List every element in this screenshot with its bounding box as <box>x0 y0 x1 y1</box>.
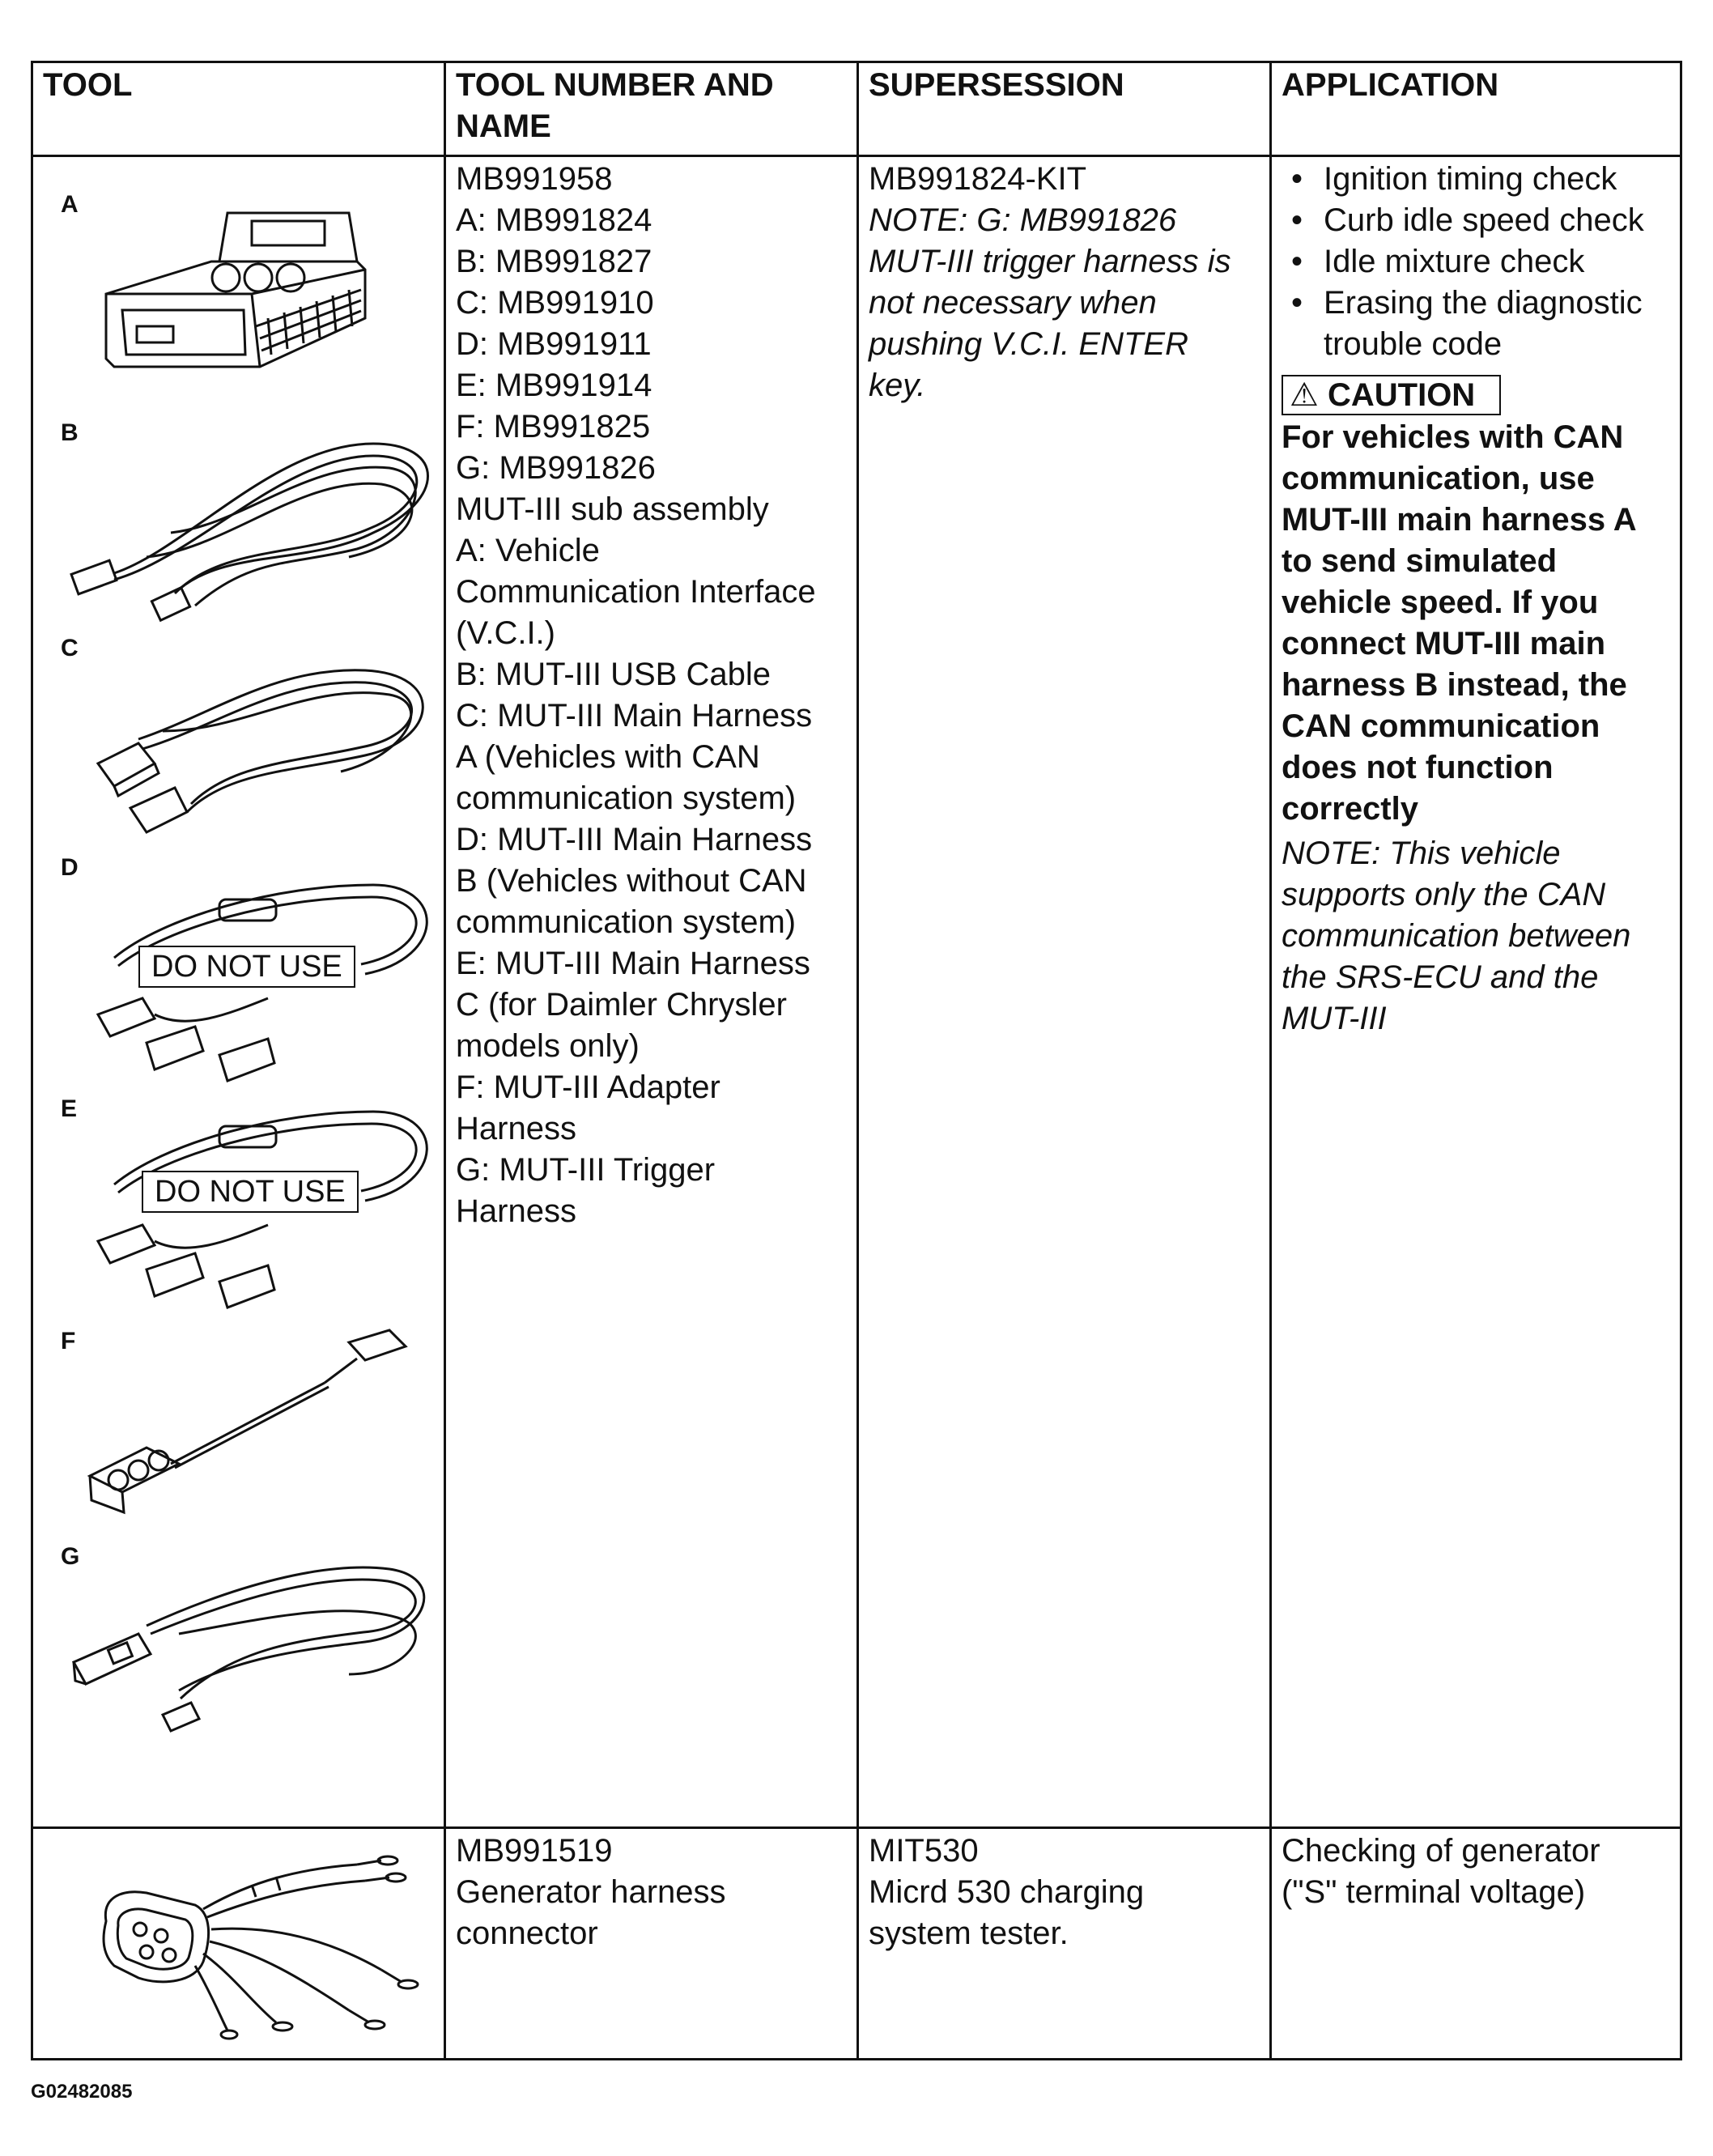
application-note <box>1282 833 1644 1040</box>
tool-number-cell-row1 <box>456 159 816 1232</box>
tool-letter-e: E <box>61 1095 78 1122</box>
tool-number-line: D: MUT-III Main Harness <box>456 822 813 857</box>
caution-line: communication, use <box>1282 461 1595 496</box>
tool-number-line: MB991519 <box>456 1833 613 1869</box>
note-line: MUT-III <box>1282 1001 1387 1036</box>
tool-number-line: A: Vehicle <box>456 533 600 568</box>
tool-number-line: A: MB991824 <box>456 202 652 238</box>
header-tool-number-line: NAME <box>456 108 551 144</box>
supersession-value: MB991824-KIT <box>869 161 1087 197</box>
bullet-text: • Curb idle speed check <box>1324 202 1644 238</box>
note-line: key. <box>869 368 926 403</box>
note-line: NOTE: G: MB991826 <box>869 202 1177 238</box>
tool-number-line: Harness <box>456 1111 576 1146</box>
header-tool-label: TOOL <box>43 67 133 103</box>
tool-number-line: B: MUT-III USB Cable <box>456 657 771 692</box>
generator-harness-connector-illustration <box>90 1848 430 2035</box>
tool-number-line: C: MUT-III Main Harness <box>456 698 813 734</box>
application-bullet <box>1282 241 1644 283</box>
special-tools-table <box>31 61 1682 2060</box>
supersession-line: MIT530 <box>869 1833 979 1869</box>
caution-line: correctly <box>1282 791 1418 827</box>
application-line: ("S" terminal voltage) <box>1282 1874 1586 1910</box>
supersession-line: Micrd 530 charging <box>869 1874 1145 1910</box>
caution-line: MUT-III main harness A <box>1282 502 1637 538</box>
header-tool-number-line: TOOL NUMBER AND <box>456 67 774 103</box>
bullet-text: • Ignition timing check <box>1324 161 1617 197</box>
row-divider <box>33 155 1680 157</box>
tool-number-line: Communication Interface <box>456 574 816 610</box>
caution-line: does not function <box>1282 750 1554 785</box>
column-divider <box>1269 63 1272 2058</box>
supersession-line: system tester. <box>869 1916 1069 1951</box>
caution-label: CAUTION <box>1327 377 1476 413</box>
tool-number-line: models only) <box>456 1028 640 1064</box>
tool-letter-c: C <box>61 635 79 661</box>
caution-box <box>1282 375 1501 415</box>
bullet-text: trouble code <box>1324 326 1503 362</box>
tool-letter-f: F <box>61 1328 76 1354</box>
supersession-cell-row1 <box>869 159 1231 406</box>
tool-number-line: Harness <box>456 1193 576 1229</box>
tool-letter-g: G <box>61 1543 80 1570</box>
note-line: pushing V.C.I. ENTER <box>869 326 1188 362</box>
note-line: the SRS-ECU and the <box>1282 959 1599 995</box>
header-application-label: APPLICATION <box>1282 67 1499 103</box>
application-cell-row2 <box>1282 1831 1600 1913</box>
tool-number-line: A (Vehicles with CAN <box>456 739 760 775</box>
usb-cable-illustration <box>66 427 446 638</box>
tool-number-line: B (Vehicles without CAN <box>456 863 807 899</box>
tool-number-line: (V.C.I.) <box>456 615 555 651</box>
caution-text <box>1282 417 1644 830</box>
trigger-harness-illustration <box>57 1553 446 1763</box>
tool-number-line: B: MB991827 <box>456 244 652 279</box>
application-bullet <box>1282 283 1644 365</box>
header-application <box>1282 65 1498 106</box>
application-cell-row1 <box>1282 159 1644 1040</box>
bullet-text: • Idle mixture check <box>1324 244 1585 279</box>
tool-number-line: communication system) <box>456 780 797 816</box>
note-line: NOTE: This vehicle <box>1282 836 1561 871</box>
warning-triangle-icon: ⚠ <box>1290 377 1319 413</box>
note-line: communication between <box>1282 918 1631 954</box>
tool-number-line: G: MB991826 <box>456 450 656 486</box>
tool-letter-b: B <box>61 419 79 446</box>
caution-line: For vehicles with CAN <box>1282 419 1624 455</box>
caution-line: vehicle speed. If you <box>1282 585 1599 620</box>
note-line: MUT-III trigger harness is <box>869 244 1231 279</box>
supersession-note <box>869 200 1231 406</box>
row-divider <box>33 1826 1680 1829</box>
do-not-use-label-d: DO NOT USE <box>138 946 355 988</box>
column-divider <box>856 63 859 2058</box>
header-supersession-label: SUPERSESSION <box>869 67 1124 103</box>
header-tool <box>43 65 132 106</box>
tool-number-line: MUT-III sub assembly <box>456 491 769 527</box>
tool-number-line: communication system) <box>456 904 797 940</box>
supersession-cell-row2 <box>869 1831 1144 1954</box>
application-line: Checking of generator <box>1282 1833 1600 1869</box>
figure-id: G02482085 <box>31 2081 133 2103</box>
caution-line: CAN communication <box>1282 708 1600 744</box>
tool-number-line: connector <box>456 1916 598 1951</box>
tool-number-line: C (for Daimler Chrysler <box>456 987 787 1023</box>
tool-number-line: D: MB991911 <box>456 326 652 362</box>
vci-unit-illustration <box>90 205 381 391</box>
caution-line: connect MUT-III main <box>1282 626 1606 661</box>
adapter-harness-illustration <box>82 1326 430 1512</box>
header-tool-number <box>456 65 774 147</box>
tool-number-line: G: MUT-III Trigger <box>456 1152 716 1188</box>
caution-line: to send simulated <box>1282 543 1558 579</box>
do-not-use-label-e: DO NOT USE <box>142 1171 359 1213</box>
application-bullet <box>1282 159 1644 200</box>
main-harness-a-illustration <box>66 650 446 861</box>
bullet-text: • Erasing the diagnostic <box>1324 285 1643 321</box>
tool-letter-d: D <box>61 854 79 881</box>
caution-line: harness B instead, the <box>1282 667 1627 703</box>
tool-number-line: F: MB991825 <box>456 409 651 444</box>
tool-number-line: Generator harness <box>456 1874 726 1910</box>
tool-letter-a: A <box>61 191 79 218</box>
tool-number-line: F: MUT-III Adapter <box>456 1069 720 1105</box>
application-bullet <box>1282 200 1644 241</box>
note-line: not necessary when <box>869 285 1157 321</box>
tool-number-cell-row2 <box>456 1831 726 1954</box>
tool-number-line: E: MUT-III Main Harness <box>456 946 810 981</box>
tool-number-line: E: MB991914 <box>456 368 652 403</box>
tool-number-line: C: MB991910 <box>456 285 654 321</box>
application-bullet-list <box>1282 159 1644 365</box>
header-supersession <box>869 65 1124 106</box>
tool-number-line: MB991958 <box>456 161 613 197</box>
note-line: supports only the CAN <box>1282 877 1606 912</box>
